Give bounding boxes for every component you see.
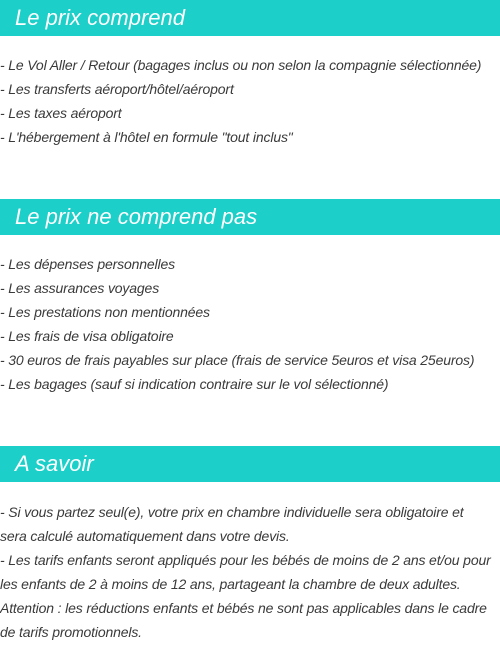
paragraph-line: sera calculé automatiquement dans votre devis.	[0, 528, 290, 544]
list-item: - L'hébergement à l'hôtel en formule "tout inclus"	[0, 129, 293, 145]
list-item: - Le Vol Aller / Retour (bagages inclus ou non selon la compagnie sélectionnée)	[0, 57, 482, 73]
list-item: - Les frais de visa obligatoire	[0, 328, 174, 344]
list-item: - Les dépenses personnelles	[0, 256, 175, 272]
list-item: - Les bagages (sauf si indication contraire sur le vol sélectionné)	[0, 376, 389, 392]
paragraph-line: de tarifs promotionnels.	[0, 624, 142, 640]
not-included-list	[0, 252, 500, 396]
paragraph-line: les enfants de 2 à moins de 12 ans, partageant la chambre de deux adultes.	[0, 576, 461, 592]
to-know-paragraph	[0, 500, 500, 644]
section-header-to-know: A savoir	[0, 446, 500, 482]
section-header-included: Le prix comprend	[0, 0, 500, 36]
paragraph-line: Attention : les réductions enfants et bébés ne sont pas applicables dans le cadre	[0, 600, 487, 616]
included-list	[0, 53, 500, 149]
list-item: - 30 euros de frais payables sur place (frais de service 5euros et visa 25euros)	[0, 352, 475, 368]
paragraph-line: - Les tarifs enfants seront appliqués pour les bébés de moins de 2 ans et/ou pour	[0, 552, 491, 568]
list-item: - Les assurances voyages	[0, 280, 160, 296]
list-item: - Les taxes aéroport	[0, 105, 122, 121]
list-item: - Les transferts aéroport/hôtel/aéroport	[0, 81, 234, 97]
list-item: - Les prestations non mentionnées	[0, 304, 210, 320]
section-header-not-included: Le prix ne comprend pas	[0, 199, 500, 235]
paragraph-line: - Si vous partez seul(e), votre prix en chambre individuelle sera obligatoire et	[0, 504, 464, 520]
